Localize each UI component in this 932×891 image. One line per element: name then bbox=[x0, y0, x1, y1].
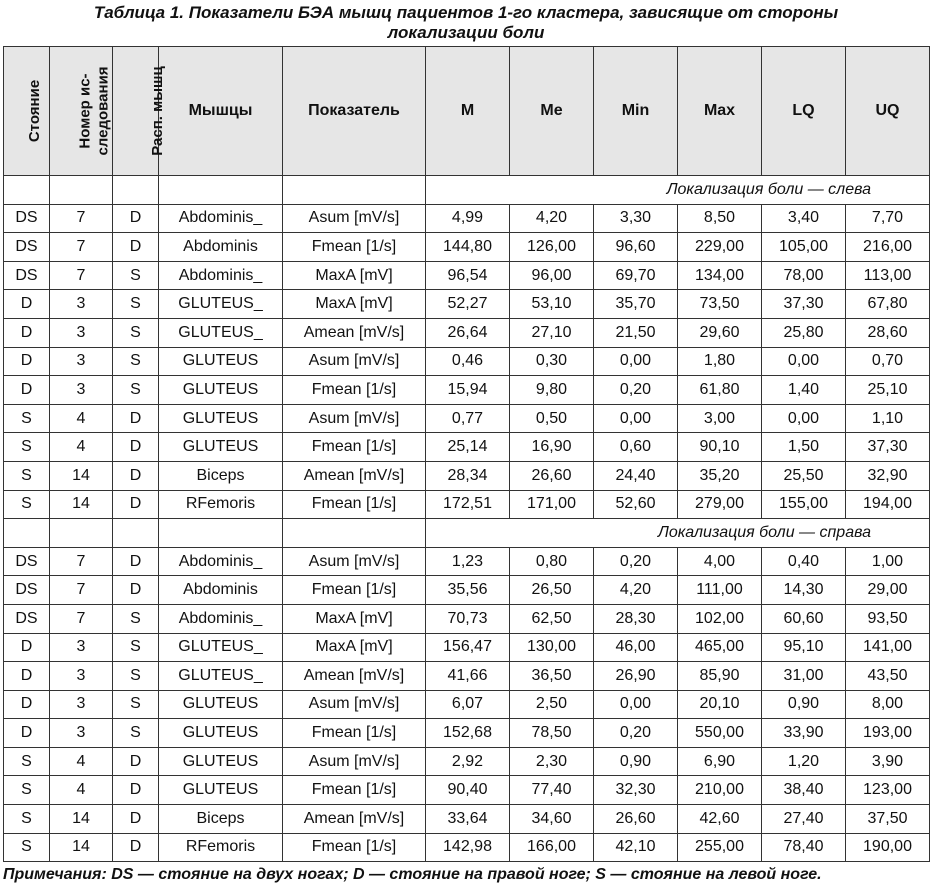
table-cell: 130,00 bbox=[510, 633, 594, 662]
table-row bbox=[4, 318, 930, 347]
table-cell: 0,50 bbox=[510, 404, 594, 433]
table-cell: 152,68 bbox=[426, 719, 510, 748]
table-cell: GLUTEUS bbox=[159, 690, 283, 719]
table-cell: Asum [mV/s] bbox=[283, 404, 426, 433]
table-cell: 7 bbox=[50, 261, 113, 290]
table-cell: 4,99 bbox=[426, 204, 510, 233]
table-cell: 27,10 bbox=[510, 318, 594, 347]
table-cell: 26,90 bbox=[594, 662, 678, 691]
table-cell: 1,50 bbox=[762, 433, 846, 462]
table-cell: GLUTEUS_ bbox=[159, 318, 283, 347]
table-cell: 96,54 bbox=[426, 261, 510, 290]
table-cell: 1,00 bbox=[846, 547, 930, 576]
table-cell: 171,00 bbox=[510, 490, 594, 519]
table-cell: 7 bbox=[50, 576, 113, 605]
table-cell: 4 bbox=[50, 433, 113, 462]
table-cell: 96,00 bbox=[510, 261, 594, 290]
table-cell: 144,80 bbox=[426, 233, 510, 262]
section-label: Локализация боли — слева bbox=[426, 176, 930, 205]
table-cell: S bbox=[113, 347, 159, 376]
table-cell: 166,00 bbox=[510, 833, 594, 862]
table-cell: GLUTEUS_ bbox=[159, 290, 283, 319]
table-cell: 93,50 bbox=[846, 604, 930, 633]
table-cell: 78,40 bbox=[762, 833, 846, 862]
header-muscles: Мышцы bbox=[159, 47, 283, 176]
table-cell: DS bbox=[4, 547, 50, 576]
header-m: M bbox=[426, 47, 510, 176]
table-cell: 29,60 bbox=[678, 318, 762, 347]
table-cell: 73,50 bbox=[678, 290, 762, 319]
table-cell: 24,40 bbox=[594, 461, 678, 490]
table-cell: 0,70 bbox=[846, 347, 930, 376]
table-cell: 113,00 bbox=[846, 261, 930, 290]
table-cell: DS bbox=[4, 204, 50, 233]
table-cell: 4 bbox=[50, 776, 113, 805]
table-cell: GLUTEUS bbox=[159, 776, 283, 805]
table-cell: 33,64 bbox=[426, 805, 510, 834]
table-cell: S bbox=[113, 719, 159, 748]
table-cell: 142,98 bbox=[426, 833, 510, 862]
table-cell: D bbox=[113, 204, 159, 233]
table-cell: 28,34 bbox=[426, 461, 510, 490]
table-cell: 3,30 bbox=[594, 204, 678, 233]
table-cell: D bbox=[4, 690, 50, 719]
table-cell: 1,40 bbox=[762, 376, 846, 405]
table-cell: 7 bbox=[50, 233, 113, 262]
table-cell: 3 bbox=[50, 633, 113, 662]
table-cell: 194,00 bbox=[846, 490, 930, 519]
table-cell: S bbox=[113, 662, 159, 691]
table-cell: 14 bbox=[50, 461, 113, 490]
table-cell: D bbox=[4, 719, 50, 748]
table-cell: 0,00 bbox=[594, 404, 678, 433]
table-cell: 7 bbox=[50, 204, 113, 233]
table-cell: D bbox=[113, 747, 159, 776]
table-cell: 42,60 bbox=[678, 805, 762, 834]
table-cell: Fmean [1/s] bbox=[283, 376, 426, 405]
table-cell: S bbox=[113, 261, 159, 290]
table-cell: 14 bbox=[50, 805, 113, 834]
table-cell: 90,10 bbox=[678, 433, 762, 462]
table-cell: Biceps bbox=[159, 805, 283, 834]
table-cell: 85,90 bbox=[678, 662, 762, 691]
table-cell: 0,30 bbox=[510, 347, 594, 376]
table-row bbox=[4, 662, 930, 691]
table-cell: Fmean [1/s] bbox=[283, 433, 426, 462]
table-cell: 1,10 bbox=[846, 404, 930, 433]
table-cell: 0,80 bbox=[510, 547, 594, 576]
table-row bbox=[4, 719, 930, 748]
table-cell: 2,92 bbox=[426, 747, 510, 776]
table-row bbox=[4, 805, 930, 834]
table-cell: 78,00 bbox=[762, 261, 846, 290]
table-row bbox=[4, 576, 930, 605]
table-cell: Asum [mV/s] bbox=[283, 547, 426, 576]
section-row bbox=[4, 176, 930, 205]
header-max: Max bbox=[678, 47, 762, 176]
table-cell: 210,00 bbox=[678, 776, 762, 805]
table-cell: Amean [mV/s] bbox=[283, 805, 426, 834]
table-cell: Abdominis bbox=[159, 576, 283, 605]
section-empty-cell bbox=[159, 176, 283, 205]
table-cell: 3,90 bbox=[846, 747, 930, 776]
table-cell: S bbox=[4, 805, 50, 834]
table-cell: 0,46 bbox=[426, 347, 510, 376]
table-cell: RFemoris bbox=[159, 833, 283, 862]
table-row bbox=[4, 833, 930, 862]
table-cell: 7,70 bbox=[846, 204, 930, 233]
table-cell: 550,00 bbox=[678, 719, 762, 748]
table-cell: 77,40 bbox=[510, 776, 594, 805]
table-cell: 0,00 bbox=[594, 347, 678, 376]
table-cell: 4,00 bbox=[678, 547, 762, 576]
table-row bbox=[4, 376, 930, 405]
table-cell: 3 bbox=[50, 347, 113, 376]
table-cell: S bbox=[4, 461, 50, 490]
table-cell: 134,00 bbox=[678, 261, 762, 290]
header-min: Min bbox=[594, 47, 678, 176]
table-cell: Asum [mV/s] bbox=[283, 747, 426, 776]
table-cell: 33,90 bbox=[762, 719, 846, 748]
table-cell: 26,50 bbox=[510, 576, 594, 605]
table-cell: 0,00 bbox=[762, 404, 846, 433]
table-row bbox=[4, 404, 930, 433]
table-cell: 7 bbox=[50, 604, 113, 633]
table-cell: S bbox=[4, 833, 50, 862]
table-cell: 3 bbox=[50, 318, 113, 347]
table-cell: DS bbox=[4, 604, 50, 633]
table-row bbox=[4, 433, 930, 462]
table-cell: 3 bbox=[50, 290, 113, 319]
table-cell: 141,00 bbox=[846, 633, 930, 662]
table-cell: 78,50 bbox=[510, 719, 594, 748]
table-cell: Abdominis_ bbox=[159, 204, 283, 233]
table-cell: 25,80 bbox=[762, 318, 846, 347]
header-stance: Стояние bbox=[4, 47, 50, 176]
table-cell: D bbox=[113, 833, 159, 862]
table-cell: 37,50 bbox=[846, 805, 930, 834]
table-cell: 465,00 bbox=[678, 633, 762, 662]
table-cell: 229,00 bbox=[678, 233, 762, 262]
table-cell: 2,30 bbox=[510, 747, 594, 776]
table-cell: 26,64 bbox=[426, 318, 510, 347]
table-cell: 53,10 bbox=[510, 290, 594, 319]
table-cell: Asum [mV/s] bbox=[283, 204, 426, 233]
table-cell: MaxA [mV] bbox=[283, 290, 426, 319]
table-cell: 4 bbox=[50, 747, 113, 776]
table-cell: 26,60 bbox=[510, 461, 594, 490]
table-cell: 36,50 bbox=[510, 662, 594, 691]
table-cell: 155,00 bbox=[762, 490, 846, 519]
table-cell: GLUTEUS bbox=[159, 719, 283, 748]
table-cell: 14 bbox=[50, 833, 113, 862]
table-cell: DS bbox=[4, 261, 50, 290]
table-cell: GLUTEUS_ bbox=[159, 633, 283, 662]
table-cell: 1,80 bbox=[678, 347, 762, 376]
table-row bbox=[4, 461, 930, 490]
table-cell: Abdominis_ bbox=[159, 261, 283, 290]
table-cell: D bbox=[113, 490, 159, 519]
table-row bbox=[4, 690, 930, 719]
table-row bbox=[4, 261, 930, 290]
table-cell: 43,50 bbox=[846, 662, 930, 691]
table-cell: 105,00 bbox=[762, 233, 846, 262]
table-cell: S bbox=[113, 318, 159, 347]
section-empty-cell bbox=[113, 519, 159, 548]
table-row bbox=[4, 204, 930, 233]
table-cell: 41,66 bbox=[426, 662, 510, 691]
table-cell: 26,60 bbox=[594, 805, 678, 834]
header-muscle-dist: Расп. мышц bbox=[113, 47, 159, 176]
table-cell: 67,80 bbox=[846, 290, 930, 319]
table-cell: Abdominis bbox=[159, 233, 283, 262]
table-cell: 156,47 bbox=[426, 633, 510, 662]
table-cell: DS bbox=[4, 233, 50, 262]
table-cell: 37,30 bbox=[762, 290, 846, 319]
table-cell: 62,50 bbox=[510, 604, 594, 633]
table-cell: 7 bbox=[50, 547, 113, 576]
table-cell: 32,30 bbox=[594, 776, 678, 805]
table-cell: D bbox=[4, 347, 50, 376]
table-cell: Fmean [1/s] bbox=[283, 233, 426, 262]
table-cell: 6,90 bbox=[678, 747, 762, 776]
table-cell: 27,40 bbox=[762, 805, 846, 834]
table-cell: 8,50 bbox=[678, 204, 762, 233]
table-cell: RFemoris bbox=[159, 490, 283, 519]
table-cell: 3 bbox=[50, 690, 113, 719]
table-cell: 20,10 bbox=[678, 690, 762, 719]
table-cell: MaxA [mV] bbox=[283, 261, 426, 290]
table-cell: 123,00 bbox=[846, 776, 930, 805]
table-cell: S bbox=[113, 690, 159, 719]
table-cell: 0,90 bbox=[762, 690, 846, 719]
table-cell: 31,00 bbox=[762, 662, 846, 691]
table-cell: GLUTEUS_ bbox=[159, 662, 283, 691]
table-cell: D bbox=[113, 547, 159, 576]
section-empty-cell bbox=[113, 176, 159, 205]
table-cell: S bbox=[113, 633, 159, 662]
table-cell: 216,00 bbox=[846, 233, 930, 262]
table-cell: GLUTEUS bbox=[159, 433, 283, 462]
table-cell: 14,30 bbox=[762, 576, 846, 605]
table-cell: 4 bbox=[50, 404, 113, 433]
table-cell: 190,00 bbox=[846, 833, 930, 862]
table-cell: 61,80 bbox=[678, 376, 762, 405]
table-cell: 69,70 bbox=[594, 261, 678, 290]
table-cell: 172,51 bbox=[426, 490, 510, 519]
header-me: Me bbox=[510, 47, 594, 176]
table-cell: D bbox=[4, 318, 50, 347]
table-cell: 96,60 bbox=[594, 233, 678, 262]
table-cell: Biceps bbox=[159, 461, 283, 490]
table-cell: 0,77 bbox=[426, 404, 510, 433]
table-cell: 4,20 bbox=[594, 576, 678, 605]
table-cell: 255,00 bbox=[678, 833, 762, 862]
data-table bbox=[3, 46, 930, 862]
section-label: Локализация боли — справа bbox=[426, 519, 930, 548]
table-caption bbox=[0, 0, 932, 42]
table-cell: 42,10 bbox=[594, 833, 678, 862]
table-row bbox=[4, 604, 930, 633]
table-cell: 3 bbox=[50, 719, 113, 748]
table-body bbox=[4, 176, 930, 862]
table-cell: 0,20 bbox=[594, 719, 678, 748]
table-cell: 0,00 bbox=[594, 690, 678, 719]
table-cell: 29,00 bbox=[846, 576, 930, 605]
table-row bbox=[4, 347, 930, 376]
table-cell: D bbox=[4, 290, 50, 319]
caption-line-2: локализации боли bbox=[387, 23, 545, 42]
table-cell: 34,60 bbox=[510, 805, 594, 834]
table-cell: 25,50 bbox=[762, 461, 846, 490]
table-row bbox=[4, 290, 930, 319]
table-cell: 9,80 bbox=[510, 376, 594, 405]
table-cell: 6,07 bbox=[426, 690, 510, 719]
header-study-number: Номер ис- следования bbox=[50, 47, 113, 176]
table-cell: Fmean [1/s] bbox=[283, 776, 426, 805]
table-cell: 111,00 bbox=[678, 576, 762, 605]
table-cell: Amean [mV/s] bbox=[283, 318, 426, 347]
table-cell: S bbox=[113, 376, 159, 405]
table-cell: D bbox=[4, 662, 50, 691]
table-cell: GLUTEUS bbox=[159, 404, 283, 433]
table-cell: 0,20 bbox=[594, 376, 678, 405]
section-empty-cell bbox=[50, 519, 113, 548]
table-cell: 15,94 bbox=[426, 376, 510, 405]
table-row bbox=[4, 233, 930, 262]
table-cell: D bbox=[113, 576, 159, 605]
section-empty-cell bbox=[4, 176, 50, 205]
table-cell: 90,40 bbox=[426, 776, 510, 805]
table-cell: 193,00 bbox=[846, 719, 930, 748]
table-cell: 28,60 bbox=[846, 318, 930, 347]
table-cell: 35,70 bbox=[594, 290, 678, 319]
table-cell: D bbox=[113, 461, 159, 490]
table-cell: S bbox=[113, 290, 159, 319]
table-cell: 0,00 bbox=[762, 347, 846, 376]
table-cell: 3,00 bbox=[678, 404, 762, 433]
table-cell: Fmean [1/s] bbox=[283, 833, 426, 862]
table-cell: GLUTEUS bbox=[159, 347, 283, 376]
table-cell: 3 bbox=[50, 662, 113, 691]
table-cell: S bbox=[4, 776, 50, 805]
table-row bbox=[4, 547, 930, 576]
header-row bbox=[4, 47, 930, 176]
table-cell: 1,20 bbox=[762, 747, 846, 776]
section-empty-cell bbox=[283, 519, 426, 548]
header-uq: UQ bbox=[846, 47, 930, 176]
table-cell: 3 bbox=[50, 376, 113, 405]
table-cell: 1,23 bbox=[426, 547, 510, 576]
table-row bbox=[4, 633, 930, 662]
table-cell: Fmean [1/s] bbox=[283, 719, 426, 748]
section-empty-cell bbox=[159, 519, 283, 548]
table-row bbox=[4, 747, 930, 776]
table-cell: S bbox=[4, 433, 50, 462]
table-cell: D bbox=[113, 233, 159, 262]
table-cell: 35,56 bbox=[426, 576, 510, 605]
header-lq: LQ bbox=[762, 47, 846, 176]
table-cell: Asum [mV/s] bbox=[283, 690, 426, 719]
table-cell: 0,60 bbox=[594, 433, 678, 462]
table-cell: S bbox=[4, 490, 50, 519]
table-cell: 21,50 bbox=[594, 318, 678, 347]
table-cell: 95,10 bbox=[762, 633, 846, 662]
table-cell: S bbox=[4, 404, 50, 433]
table-cell: 38,40 bbox=[762, 776, 846, 805]
table-cell: 28,30 bbox=[594, 604, 678, 633]
table-row bbox=[4, 776, 930, 805]
table-cell: S bbox=[4, 747, 50, 776]
table-cell: Amean [mV/s] bbox=[283, 461, 426, 490]
section-empty-cell bbox=[283, 176, 426, 205]
table-cell: 2,50 bbox=[510, 690, 594, 719]
table-cell: 102,00 bbox=[678, 604, 762, 633]
table-notes: Примечания: DS — стояние на двух ногах; D — стояние на правой ноге; S — стояние на левой ноге. bbox=[3, 866, 822, 883]
table-cell: 14 bbox=[50, 490, 113, 519]
table-cell: 8,00 bbox=[846, 690, 930, 719]
table-cell: Fmean [1/s] bbox=[283, 490, 426, 519]
table-cell: 25,10 bbox=[846, 376, 930, 405]
table-cell: MaxA [mV] bbox=[283, 633, 426, 662]
table-cell: 3,40 bbox=[762, 204, 846, 233]
table-cell: 25,14 bbox=[426, 433, 510, 462]
table-cell: 70,73 bbox=[426, 604, 510, 633]
table-cell: D bbox=[4, 633, 50, 662]
table-cell: D bbox=[4, 376, 50, 405]
table-cell: GLUTEUS bbox=[159, 376, 283, 405]
table-cell: 32,90 bbox=[846, 461, 930, 490]
caption-line-1: Таблица 1. Показатели БЭА мышц пациентов 1-го кластера, зависящие от стороны bbox=[93, 3, 839, 22]
section-empty-cell bbox=[50, 176, 113, 205]
table-cell: 279,00 bbox=[678, 490, 762, 519]
table-cell: S bbox=[113, 604, 159, 633]
table-cell: MaxA [mV] bbox=[283, 604, 426, 633]
section-empty-cell bbox=[4, 519, 50, 548]
table-cell: DS bbox=[4, 576, 50, 605]
table-cell: 0,90 bbox=[594, 747, 678, 776]
table-cell: D bbox=[113, 433, 159, 462]
table-cell: D bbox=[113, 805, 159, 834]
table-cell: 0,40 bbox=[762, 547, 846, 576]
table-cell: 52,60 bbox=[594, 490, 678, 519]
table-cell: 126,00 bbox=[510, 233, 594, 262]
table-cell: 37,30 bbox=[846, 433, 930, 462]
table-cell: 0,20 bbox=[594, 547, 678, 576]
table-cell: 60,60 bbox=[762, 604, 846, 633]
table-cell: D bbox=[113, 404, 159, 433]
table-cell: 35,20 bbox=[678, 461, 762, 490]
table-cell: Abdominis_ bbox=[159, 547, 283, 576]
table-cell: Abdominis_ bbox=[159, 604, 283, 633]
table-cell: 16,90 bbox=[510, 433, 594, 462]
table-cell: D bbox=[113, 776, 159, 805]
table-cell: 4,20 bbox=[510, 204, 594, 233]
table-cell: Amean [mV/s] bbox=[283, 662, 426, 691]
section-row bbox=[4, 519, 930, 548]
table-cell: GLUTEUS bbox=[159, 747, 283, 776]
table-row bbox=[4, 490, 930, 519]
table-cell: 46,00 bbox=[594, 633, 678, 662]
table-cell: Asum [mV/s] bbox=[283, 347, 426, 376]
header-indicator: Показатель bbox=[283, 47, 426, 176]
table-cell: 52,27 bbox=[426, 290, 510, 319]
table-cell: Fmean [1/s] bbox=[283, 576, 426, 605]
